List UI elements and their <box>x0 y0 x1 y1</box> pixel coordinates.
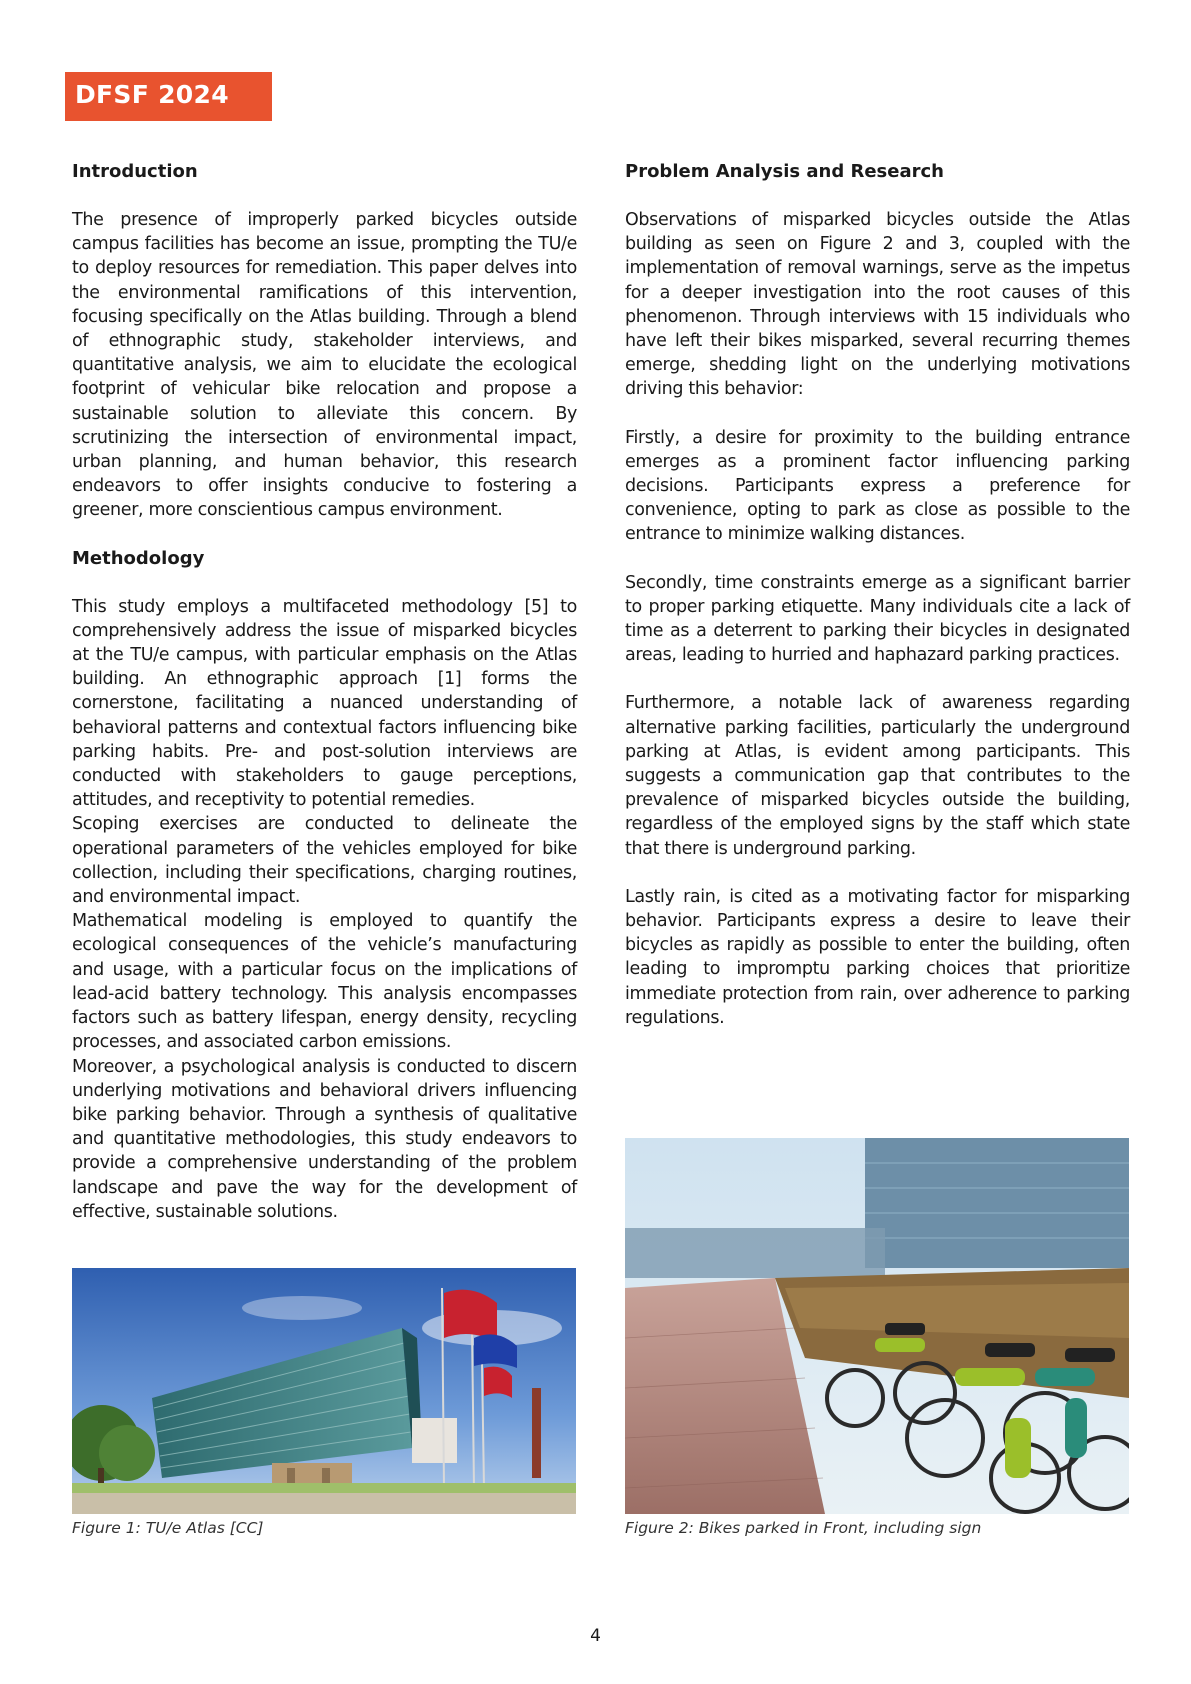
problem-paragraph-2: Firstly, a desire for proximity to the building entrance emerges as a prominent factor influencing parking decisions. Participants express a preference for convenience, opting to park as close as possible to the entrance to minimize walking distances. <box>625 427 1130 545</box>
figure-2-bikes-photo <box>625 1138 1129 1514</box>
right-column <box>625 160 1130 1030</box>
badge-label: DFSF 2024 <box>75 80 229 109</box>
problem-paragraph-4: Furthermore, a notable lack of awareness regarding alternative parking facilities, particularly the underground parking at Atlas, is evident among participants. This suggests a communication gap that contributes to the prevalence of misparked bicycles outside the building, regardless of the employed signs by the staff which state that there is underground parking. <box>625 693 1130 859</box>
page-number: 4 <box>590 1626 601 1646</box>
conference-badge <box>65 72 272 121</box>
figure-2-caption: Figure 2: Bikes parked in Front, including sign <box>625 1519 982 1537</box>
left-column <box>72 160 577 1224</box>
introduction-paragraph: The presence of improperly parked bicycles outside campus facilities has become an issue, prompting the TU/e to deploy resources for remediation. This paper delves into the environmental ramifications of this intervention, focusing specifically on the Atlas building. Through a blend of ethnographic study, stakeholder interviews, and quantitative analysis, we aim to elucidate the ecological footprint of vehicular bike relocation and propose a sustainable solution to alleviate this concern. By scrutinizing the intersection of environmental impact, urban planning, and human behavior, this research endeavors to offer insights conducive to fostering a greener, more conscientious campus environment. <box>72 210 577 521</box>
methodology-paragraph-1: This study employs a multifaceted methodology [5] to comprehensively address the issue of misparked bicycles at the TU/e campus, with particular emphasis on the Atlas building. An ethnographic approach [1] forms the cornerstone, facilitating a nuanced understanding of behavioral patterns and contextual factors influencing bike parking habits. Pre- and post-solution interviews are conducted with stakeholders to gauge perceptions, attitudes, and receptivity to potential remedies. <box>72 596 577 811</box>
figure-1-atlas-photo <box>72 1268 576 1514</box>
introduction-heading: Introduction <box>72 161 198 182</box>
problem-paragraph-5: Lastly rain, is cited as a motivating factor for misparking behavior. Participants express a desire to leave their bicycles as rapidly as possible to enter the building, often leading to impromptu parking choices that prioritize immediate protection from rain, over adherence to parking regulations. <box>625 886 1130 1028</box>
methodology-paragraph-2: Scoping exercises are conducted to delineate the operational parameters of the vehicles employed for bike collection, including their specifications, charging routines, and environmental impact. <box>72 814 577 908</box>
methodology-paragraph-3: Mathematical modeling is employed to quantify the ecological consequences of the vehicle’s manufacturing and usage, with a particular focus on the implications of lead-acid battery technology. This analysis encompasses factors such as battery lifespan, energy density, recycling processes, and associated carbon emissions. <box>72 911 577 1053</box>
problem-analysis-heading: Problem Analysis and Research <box>625 161 944 182</box>
figure-1-caption: Figure 1: TU/e Atlas [CC] <box>72 1519 264 1537</box>
problem-paragraph-1: Observations of misparked bicycles outside the Atlas building as seen on Figure 2 and 3, coupled with the implementation of removal warnings, serve as the impetus for a deeper investigation into the root causes of this phenomenon. Through interviews with 15 individuals who have left their bikes misparked, several recurring themes emerge, shedding light on the underlying motivations driving this behavior: <box>625 210 1130 400</box>
methodology-heading: Methodology <box>72 547 205 569</box>
methodology-paragraph-4: Moreover, a psychological analysis is conducted to discern underlying motivations and behavioral drivers influencing bike parking behavior. Through a synthesis of qualitative and quantitative methodologies, this study endeavors to provide a comprehensive understanding of the problem landscape and pave the way for the development of effective, sustainable solutions. <box>72 1056 577 1222</box>
problem-paragraph-3: Secondly, time constraints emerge as a significant barrier to proper parking etiquette. Many individuals cite a lack of time as a deterrent to parking their bicycles in designated areas, leading to hurried and haphazard parking practices. <box>625 572 1130 666</box>
